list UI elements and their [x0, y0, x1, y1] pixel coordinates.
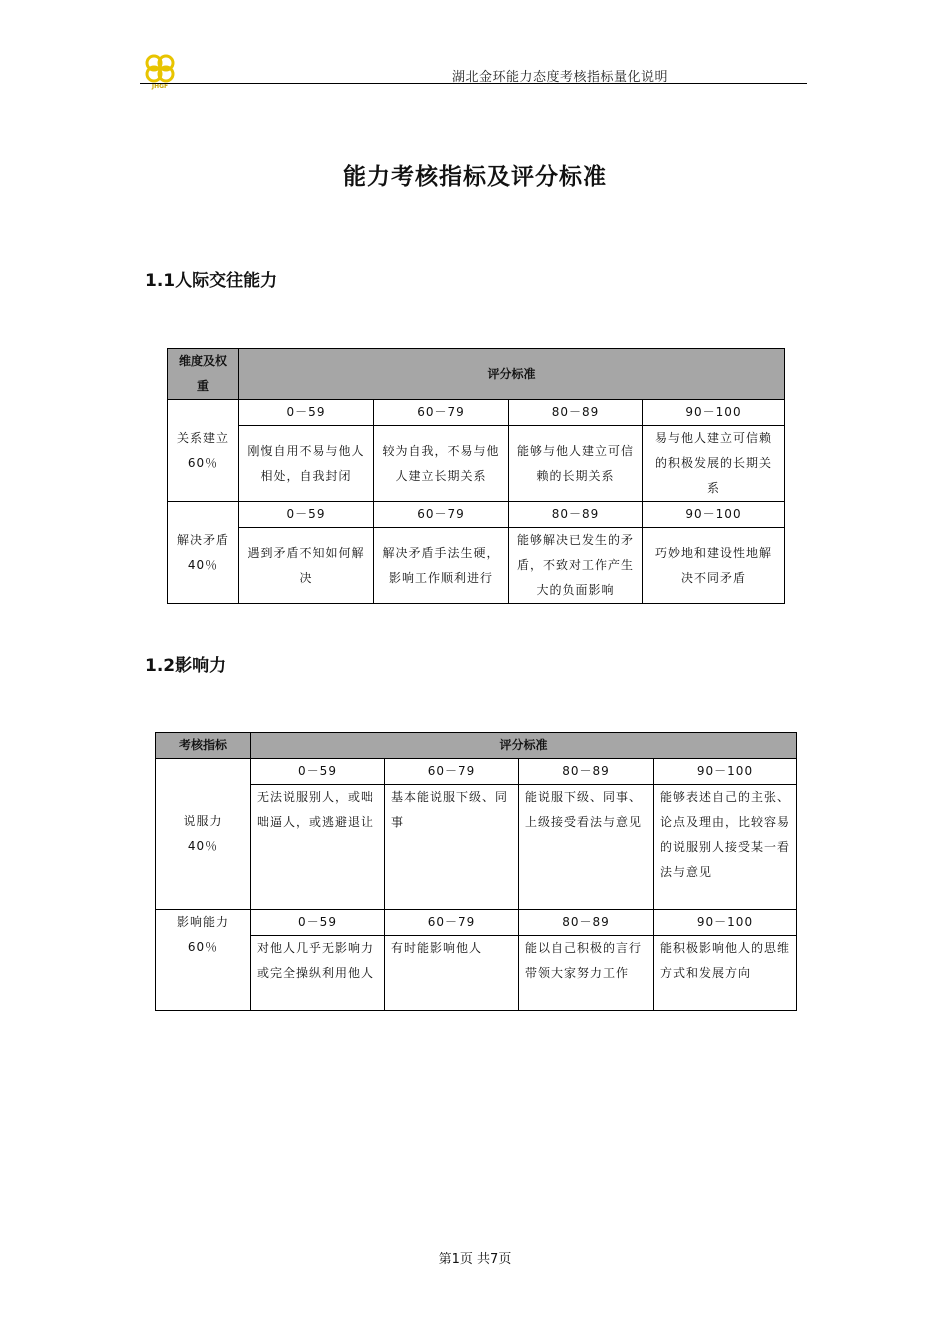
score-range: 0－59	[251, 910, 385, 936]
criteria-cell: 能说服下级、同事、上级接受看法与意见	[519, 785, 654, 910]
score-range: 90－100	[654, 759, 797, 785]
page-number: 第1页 共7页	[438, 1252, 512, 1267]
dimension-weight: 40％	[187, 557, 219, 572]
criteria-cell: 刚愎自用不易与他人相处，自我封闭	[239, 426, 374, 502]
score-range: 0－59	[251, 759, 385, 785]
header-scoring-standard: 评分标准	[251, 733, 797, 759]
dimension-weight: 60％	[187, 940, 219, 954]
dimension-weight: 60％	[187, 455, 219, 470]
section-heading-influence: 1.2影响力	[145, 656, 227, 676]
score-range: 80－89	[509, 502, 643, 528]
logo-text: JHGF	[151, 83, 169, 90]
dimension-name: 说服力	[183, 814, 223, 828]
criteria-cell: 能够表述自己的主张、论点及理由，比较容易的说服别人接受某一看法与意见	[654, 785, 797, 910]
criteria-cell: 能够与他人建立可信赖的长期关系	[509, 426, 643, 502]
dimension-weight: 40％	[187, 839, 219, 853]
interpersonal-criteria-table	[167, 348, 785, 604]
dimension-cell	[156, 910, 251, 1011]
dimension-name: 关系建立	[176, 430, 229, 445]
criteria-cell: 遇到矛盾不知如何解决	[239, 528, 374, 604]
score-range: 0－59	[239, 400, 374, 426]
dimension-name: 解决矛盾	[176, 532, 229, 547]
score-range: 60－79	[385, 759, 519, 785]
criteria-cell: 有时能影响他人	[385, 936, 519, 1011]
score-range: 90－100	[643, 502, 785, 528]
header-dimension-weight: 维度及权重	[168, 349, 239, 400]
section-heading-interpersonal: 1.1人际交往能力	[145, 271, 278, 291]
influence-criteria-table	[155, 732, 797, 1011]
score-range: 0－59	[239, 502, 374, 528]
header-title: 湖北金环能力态度考核指标量化说明	[452, 70, 669, 85]
dimension-cell	[156, 759, 251, 910]
company-logo	[140, 52, 180, 90]
score-range: 80－89	[519, 910, 654, 936]
criteria-cell: 对他人几乎无影响力或完全操纵利用他人	[251, 936, 385, 1011]
criteria-cell: 无法说服别人，或咄咄逼人，或逃避退让	[251, 785, 385, 910]
score-range: 60－79	[374, 400, 509, 426]
score-range: 90－100	[643, 400, 785, 426]
dimension-cell	[168, 502, 239, 604]
score-range: 60－79	[374, 502, 509, 528]
criteria-cell: 巧妙地和建设性地解决不同矛盾	[643, 528, 785, 604]
score-range: 80－89	[519, 759, 654, 785]
score-range: 90－100	[654, 910, 797, 936]
score-range: 60－79	[385, 910, 519, 936]
document-title: 能力考核指标及评分标准	[343, 164, 607, 190]
criteria-cell: 能以自己积极的言行带领大家努力工作	[519, 936, 654, 1011]
header-assessment-indicator: 考核指标	[156, 733, 251, 759]
criteria-cell: 解决矛盾手法生硬，影响工作顺利进行	[374, 528, 509, 604]
criteria-cell: 较为自我，不易与他人建立长期关系	[374, 426, 509, 502]
header-divider	[140, 83, 807, 84]
criteria-cell: 能积极影响他人的思维方式和发展方向	[654, 936, 797, 1011]
criteria-cell: 基本能说服下级、同事	[385, 785, 519, 910]
dimension-name: 影响能力	[176, 915, 229, 929]
score-range: 80－89	[509, 400, 643, 426]
dimension-cell	[168, 400, 239, 502]
criteria-cell: 能够解决已发生的矛盾，不致对工作产生大的负面影响	[509, 528, 643, 604]
header-scoring-standard: 评分标准	[239, 349, 785, 400]
criteria-cell: 易与他人建立可信赖的积极发展的长期关系	[643, 426, 785, 502]
